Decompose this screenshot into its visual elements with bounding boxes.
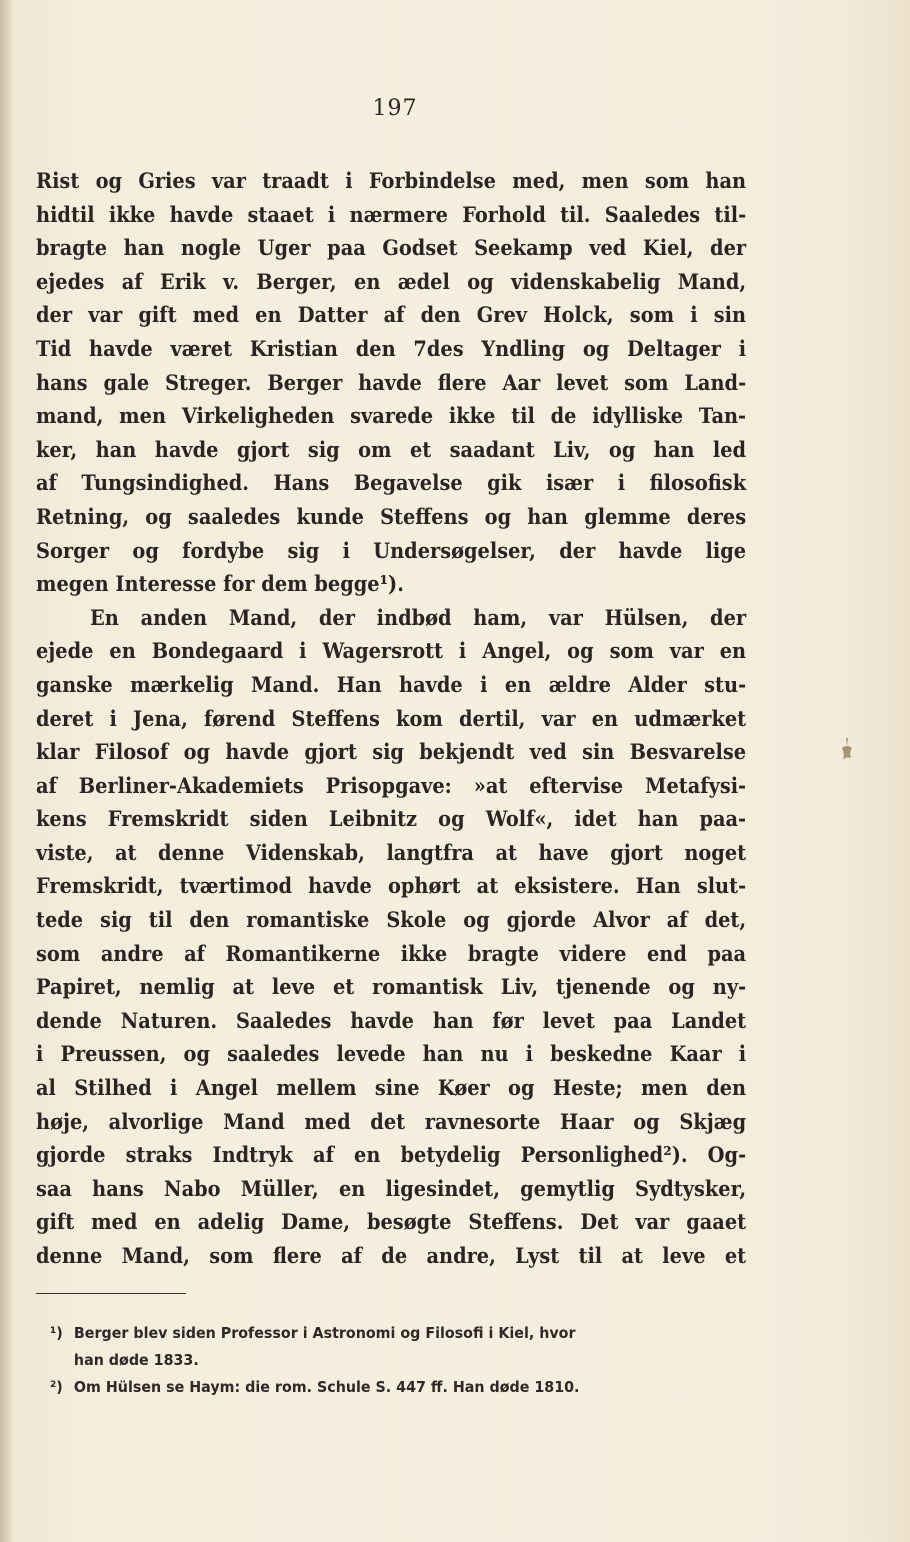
margin-ink-mark (837, 736, 857, 766)
text-line: Sorger og fordybe sig i Undersøgelser, der havde lige (36, 538, 747, 564)
text-line: Retning, og saaledes kunde Steffens og han glemme deres (36, 504, 747, 530)
footnote-text: Om Hülsen se Haym: die rom. Schule S. 447 ff. Han døde 1810. (73, 1378, 580, 1396)
page-spine-shadow (0, 0, 14, 1542)
footnote-2 (50, 1374, 694, 1401)
text-line: som andre af Romantikerne ikke bragte videre end paa (36, 941, 747, 967)
text-line: Papiret, nemlig at leve et romantisk Liv, tjenende og ny- (36, 975, 747, 1001)
footnote-text: Berger blev siden Professor i Astronomi og Filosofi i Kiel, hvor (73, 1324, 576, 1342)
text-line: dende Naturen. Saaledes havde han før levet paa Landet (36, 1008, 747, 1034)
text-line: En anden Mand, der indbød ham, var Hülsen, der (90, 605, 747, 631)
text-line: al Stilhed i Angel mellem sine Køer og Heste; men den (36, 1076, 747, 1102)
text-line: gift med en adelig Dame, besøgte Steffens. Det var gaaet (36, 1210, 747, 1236)
text-line: kens Fremskridt siden Leibnitz og Wolf«, idet han paa- (36, 807, 747, 833)
text-line: af Berliner-Akademiets Prisopgave: »at eftervise Metafysi- (36, 773, 747, 799)
footnote-mark: ²) (50, 1378, 63, 1396)
text-line: af Tungsindighed. Hans Begavelse gik især i filosofisk (36, 471, 747, 497)
text-line: tede sig til den romantiske Skole og gjorde Alvor af det, (36, 908, 747, 934)
text-line: i Preussen, og saaledes levede han nu i beskedne Kaar i (36, 1042, 747, 1068)
text-line: ejede en Bondegaard i Wagersrott i Angel, og som var en (36, 639, 747, 665)
text-line: bragte han nogle Uger paa Godset Seekamp ved Kiel, der (36, 236, 747, 262)
page-number: 197 (372, 96, 418, 121)
text-line: mand, men Virkeligheden svarede ikke til de idylliske Tan- (36, 404, 747, 430)
text-line: hidtil ikke havde staaet i nærmere Forhold til. Saaledes til- (36, 202, 747, 228)
text-line: ganske mærkelig Mand. Han havde i en ældre Alder stu- (36, 672, 747, 698)
footnote-divider (36, 1293, 186, 1294)
text-line: ejedes af Erik v. Berger, en ædel og videnskabelig Mand, (36, 269, 747, 295)
text-line: ker, han havde gjort sig om et saadant Liv, og han led (36, 437, 747, 463)
text-line: Rist og Gries var traadt i Forbindelse med, men som han (36, 169, 747, 194)
text-line: hans gale Streger. Berger havde flere Aar levet som Land- (36, 370, 747, 396)
text-line: denne Mand, som flere af de andre, Lyst til at leve et (36, 1244, 747, 1269)
text-line: Fremskridt, tværtimod havde ophørt at eksistere. Han slut- (36, 874, 747, 900)
footnote-1 (50, 1320, 694, 1347)
text-line: høje, alvorlige Mand med det ravnesorte Haar og Skjæg (36, 1109, 747, 1135)
text-line: deret i Jena, førend Steffens kom dertil, var en udmærket (36, 706, 747, 732)
body-text (36, 165, 747, 1274)
text-line: megen Interesse for dem begge¹). (36, 572, 404, 598)
footnotes (50, 1320, 694, 1401)
footnote-mark: ¹) (50, 1324, 63, 1342)
text-line: viste, at denne Videnskab, langtfra at have gjort noget (36, 840, 747, 866)
text-line: Tid havde været Kristian den 7des Yndling og Deltager i (36, 336, 747, 362)
text-line: gjorde straks Indtryk af en betydelig Personlighed²). Og- (36, 1143, 747, 1169)
footnote-1-continuation: han døde 1833. (73, 1351, 199, 1369)
text-line: der var gift med en Datter af den Grev Holck, som i sin (36, 303, 747, 329)
text-line: saa hans Nabo Müller, en ligesindet, gemytlig Sydtysker, (36, 1176, 747, 1202)
text-line: klar Filosof og havde gjort sig bekjendt ved sin Besvarelse (36, 740, 747, 766)
